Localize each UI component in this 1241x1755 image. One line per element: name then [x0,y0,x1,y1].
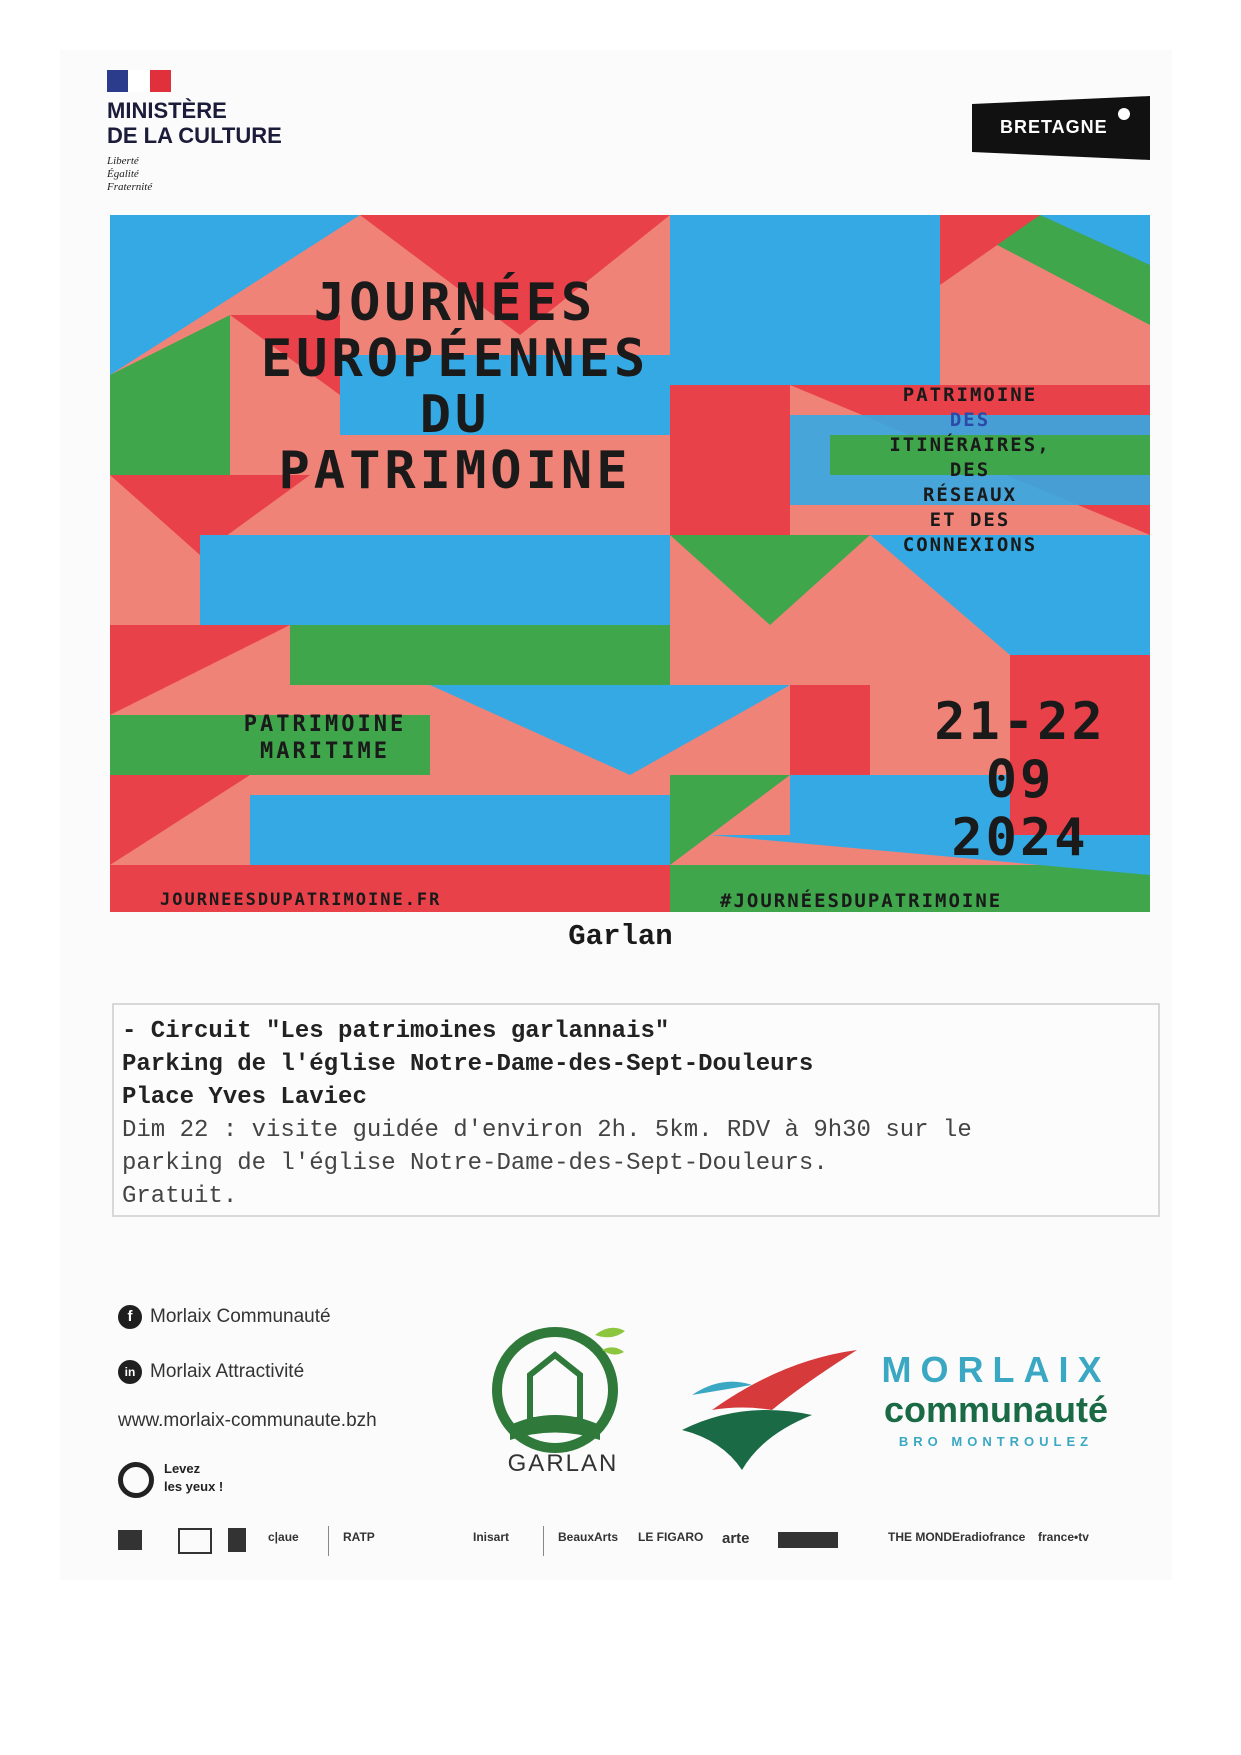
motto-fraternite: Fraternité [107,181,153,193]
poster-title [190,275,720,499]
poster-title-line-4: PATRIMOINE [278,441,632,501]
partner-lemonde: THE MONDE [888,1530,960,1544]
theme-line-5: RÉSEAUX [922,484,1018,506]
french-flag-logo [107,70,171,92]
bretagne-label: BRETAGNE [1000,117,1108,137]
date-month: 09 [985,750,1055,810]
morlaix-communaute-wordmark [880,1350,1112,1454]
event-poster [110,215,1150,912]
motto-egalite: Égalité [107,168,139,180]
morlaix-communaute-bird-logo [682,1340,872,1470]
mc-bro-montroulez: BRO MONTROULEZ [898,1434,1094,1449]
linkedin-link[interactable] [118,1360,304,1384]
partner-separator [328,1526,329,1556]
eye-icon [118,1462,154,1498]
partner-logo-blocks [778,1532,838,1548]
theme-line-6: ET DES [929,509,1011,531]
theme2-line-2: MARITIME [260,739,390,764]
facebook-icon: f [118,1305,142,1329]
event-price: Gratuit. [122,1183,238,1210]
partner-logo-block [228,1528,246,1552]
poster-title-line-1: JOURNÉES [313,273,597,333]
poster-website: JOURNEESDUPATRIMOINE.FR [160,890,442,910]
ministry-name [107,98,282,148]
republic-motto [107,155,152,194]
event-description-1: Dim 22 : visite guidée d'environ 2h. 5km. RDV à 9h30 sur le [122,1117,972,1144]
motto-liberte: Liberté [107,155,139,167]
partner-francetv: france•tv [1038,1530,1089,1544]
partner-separator-2 [543,1526,544,1556]
commune-name: Garlan [568,920,673,953]
theme-line-7: CONNEXIONS [902,534,1038,556]
date-days: 21-22 [934,692,1106,752]
event-address: Place Yves Laviec [122,1084,367,1111]
event-location: Parking de l'église Notre-Dame-des-Sept-Douleurs [122,1051,814,1078]
website-link[interactable] [118,1410,377,1432]
poster-theme-maritime [205,711,445,765]
poster-theme [840,383,1100,558]
partner-caue: c|aue [268,1530,299,1544]
partner-lefigaro: LE FIGARO [638,1530,704,1544]
theme-line-3: ITINÉRAIRES, [889,434,1051,456]
garlan-logo-label: GARLAN [507,1450,619,1477]
partner-logos-strip [118,1520,1118,1560]
partner-logo-75 [178,1528,212,1554]
event-details-box [112,1003,1160,1217]
poster-date [860,693,1150,867]
theme2-line-1: PATRIMOINE [243,712,407,737]
partner-inisart: Inisart [473,1530,510,1544]
ministry-line-2: DE LA CULTURE [107,123,282,148]
linkedin-label: Morlaix Attractivité [150,1361,305,1383]
theme-line-1: PATRIMOINE [902,384,1038,406]
levez-les-yeux-logo [118,1460,268,1504]
mc-morlaix: MORLAIX [881,1349,1111,1390]
facebook-link[interactable] [118,1305,331,1329]
poster-hashtag: #JOURNÉESDUPATRIMOINE [720,890,1003,912]
partner-ratp: RATP [343,1530,375,1544]
levez-line-2: les yeux ! [164,1479,224,1494]
partner-logo-tv [118,1530,142,1550]
poster-title-line-3: DU [419,385,491,445]
partner-radiofrance: radiofrance [960,1530,1026,1544]
linkedin-icon: in [118,1360,142,1384]
theme-line-2: DES [949,409,991,431]
event-description-2: parking de l'église Notre-Dame-des-Sept-Douleurs. [122,1150,828,1177]
poster-title-line-2: EUROPÉENNES [260,329,650,389]
website-label: www.morlaix-communaute.bzh [118,1410,377,1431]
levez-line-1: Levez [164,1461,201,1476]
facebook-label: Morlaix Communauté [150,1306,331,1328]
partner-arte: arte [722,1530,750,1547]
partner-beauxarts: BeauxArts [558,1530,619,1544]
ministry-line-1: MINISTÈRE [107,98,227,123]
mc-communaute: communauté [883,1389,1109,1430]
theme-line-4: DES [949,459,991,481]
event-circuit: - Circuit "Les patrimoines garlannais" [122,1018,670,1045]
date-year: 2024 [951,808,1089,868]
